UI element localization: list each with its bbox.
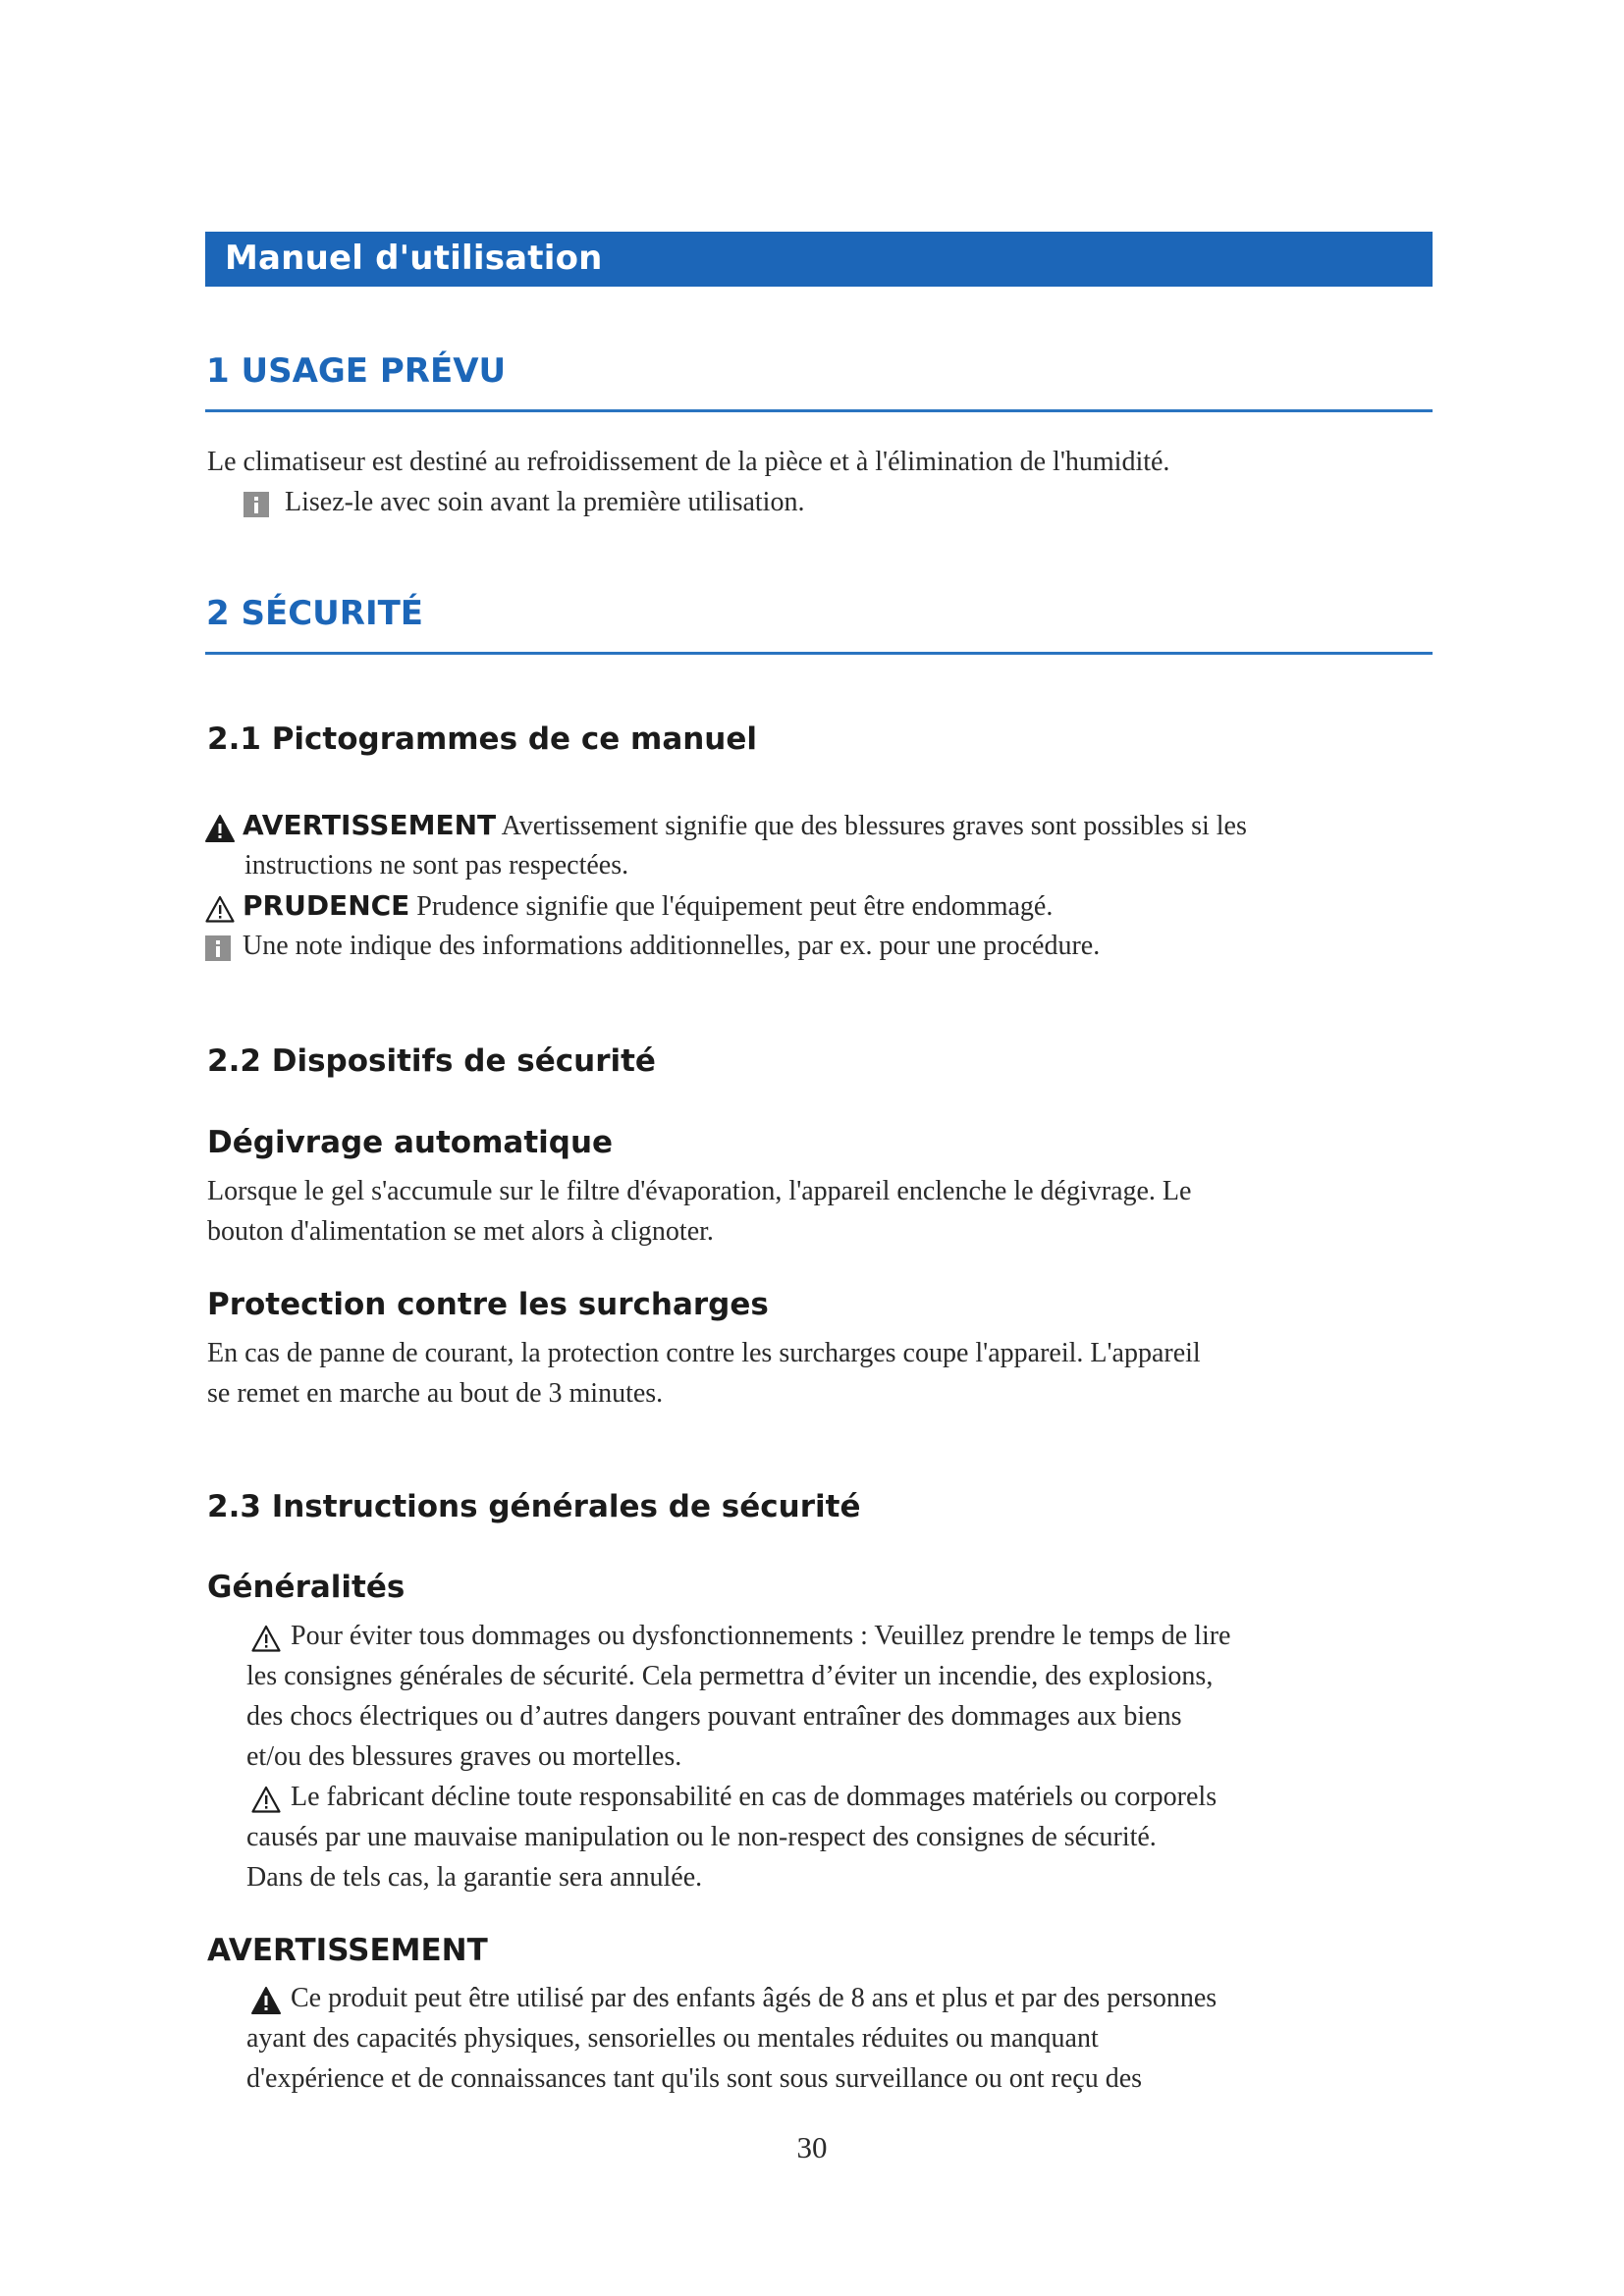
general-b-line-1 (251, 1777, 1217, 1817)
section-1-heading: 1 USAGE PRÉVU (206, 351, 507, 391)
warning-heading: AVERTISSEMENT (207, 1933, 488, 1968)
pictogram-caution-row (205, 885, 1053, 927)
subsection-2-2-heading: 2.2 Dispositifs de sécurité (207, 1043, 656, 1079)
manual-title: Manuel d'utilisation (225, 239, 603, 278)
caution-outline-icon (251, 1786, 281, 1813)
overload-line-2: se remet en marche au bout de 3 minutes. (207, 1378, 664, 1409)
warning-filled-icon (205, 815, 235, 842)
caution-text: Prudence signifie que l'équipement peut être endommagé. (416, 891, 1054, 922)
caution-outline-icon (251, 1625, 281, 1652)
general-a-line-4: et/ou des blessures graves ou mortelles. (246, 1741, 682, 1772)
warning-label: AVERTISSEMENT (243, 809, 497, 841)
caution-outline-icon (205, 895, 235, 923)
general-b-line-2: causés par une mauvaise manipulation ou le non-respect des consignes de sécurité. (246, 1822, 1157, 1852)
section-1-note (244, 482, 804, 522)
note-text: Lisez-le avec soin avant la première utilisation. (285, 487, 805, 517)
note-description: Une note indique des informations additionnelles, par ex. pour une procédure. (243, 931, 1101, 961)
pictogram-note-row (205, 926, 1100, 966)
general-a-line-2: les consignes générales de sécurité. Cela permettra d’éviter un incendie, des explosions, (246, 1661, 1214, 1691)
general-a-text: Pour éviter tous dommages ou dysfonctionnements : Veuillez prendre le temps de lire (291, 1621, 1231, 1651)
defrost-heading: Dégivrage automatique (207, 1125, 614, 1160)
warning-line-3: d'expérience et de connaissances tant qu'ils sont sous surveillance ou ont reçu des (246, 2063, 1143, 2094)
subsection-2-1-heading: 2.1 Pictogrammes de ce manuel (207, 721, 758, 757)
general-b-text: Le fabricant décline toute responsabilité en cas de dommages matériels ou corporels (291, 1782, 1218, 1812)
general-b-line-3: Dans de tels cas, la garantie sera annulée. (246, 1862, 703, 1893)
section-1-rule (205, 409, 1433, 412)
overload-line-1: En cas de panne de courant, la protection contre les surcharges coupe l'appareil. L'appareil (207, 1338, 1201, 1368)
warning-filled-icon (251, 1987, 281, 2014)
general-a-line-3: des chocs électriques ou d’autres dangers pouvant entraîner des dommages aux biens (246, 1701, 1182, 1732)
overload-heading: Protection contre les surcharges (207, 1287, 769, 1322)
caution-label: PRUDENCE (243, 889, 410, 922)
defrost-line-1: Lorsque le gel s'accumule sur le filtre d'évaporation, l'appareil enclenche le dégivrage. Le (207, 1176, 1192, 1206)
warning-line-2: ayant des capacités physiques, sensorielles ou mentales réduites ou manquant (246, 2023, 1099, 2054)
info-icon (244, 492, 269, 517)
section-2-rule (205, 652, 1433, 655)
section-2-heading: 2 SÉCURITÉ (206, 594, 424, 633)
warning-text: Ce produit peut être utilisé par des enfants âgés de 8 ans et plus et par des personnes (291, 1983, 1218, 2013)
warning-text-continued: instructions ne sont pas respectées. (244, 850, 629, 881)
defrost-line-2: bouton d'alimentation se met alors à clignoter. (207, 1216, 714, 1247)
manual-title-banner (205, 232, 1433, 287)
warning-line-1 (251, 1978, 1217, 2018)
info-icon (205, 935, 231, 961)
warning-text: Avertissement signifie que des blessures graves sont possibles si les (501, 811, 1247, 841)
general-heading: Généralités (207, 1570, 406, 1605)
subsection-2-3-heading: 2.3 Instructions générales de sécurité (207, 1489, 861, 1524)
general-a-line-1 (251, 1616, 1230, 1656)
page-number: 30 (796, 2130, 828, 2164)
section-1-paragraph: Le climatiseur est destiné au refroidissement de la pièce et à l'élimination de l'humidité. (207, 447, 1170, 477)
pictogram-warning-row (205, 805, 1247, 846)
